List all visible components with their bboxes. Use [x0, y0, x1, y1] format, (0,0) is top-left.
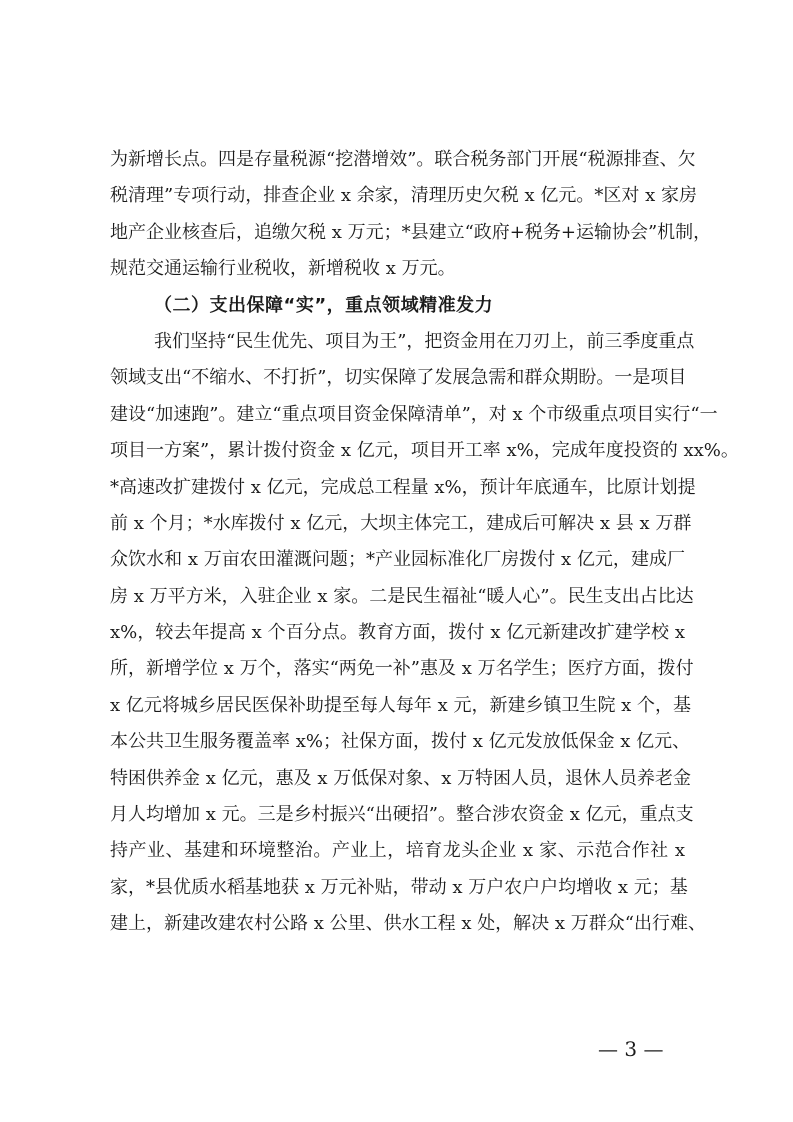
text-line: 项目一方案”，累计拨付资金 x 亿元，项目开工率 x%，完成年度投资的 xx%。: [110, 440, 739, 462]
text-line: x 亿元将城乡居民医保补助提至每人每年 x 元，新建乡镇卫生院 x 个，基: [110, 694, 692, 716]
text-line: 家，*县优质水稻基地获 x 万元补贴，带动 x 万户农户户均增收 x 元；基: [110, 876, 688, 898]
text-line: 建设“加速跑”。建立“重点项目资金保障清单”，对 x 个市级重点项目实行“一: [110, 403, 718, 425]
section-heading: （二）支出保障“实”，重点领域精准发力: [154, 294, 494, 316]
text-line: 月人均增加 x 元。三是乡村振兴“出硬招”。整合涉农资金 x 亿元，重点支: [110, 804, 694, 826]
text-line: 前 x 个月；*水库拨付 x 亿元，大坝主体完工，建成后可解决 x 县 x 万群: [110, 512, 692, 534]
text-line: 特困供养金 x 亿元，惠及 x 万低保对象、x 万特困人员，退休人员养老金: [110, 767, 692, 789]
text-line: 房 x 万平方米，入驻企业 x 家。二是民生福祉“暖人心”。民生支出占比达: [110, 585, 694, 607]
text-line: 所，新增学位 x 万个，落实“两免一补”惠及 x 万名学生；医疗方面，拨付: [110, 658, 694, 680]
text-line: x%，较去年提高 x 个百分点。教育方面，拨付 x 亿元新建改扩建学校 x: [110, 622, 685, 644]
page-number: — 3 —: [598, 1037, 664, 1061]
text-line: 持产业、基建和环境整治。产业上，培育龙头企业 x 家、示范合作社 x: [110, 840, 685, 862]
text-line: *高速改扩建拨付 x 亿元，完成总工程量 x%，预计年底通车，比原计划提: [110, 476, 696, 498]
text-line: 众饮水和 x 万亩农田灌溉问题；*产业园标准化厂房拨付 x 亿元，建成厂: [110, 549, 685, 571]
body-text: [110, 142, 739, 943]
text-line: 领域支出“不缩水、不打折”，切实保障了发展急需和群众期盼。一是项目: [110, 367, 687, 389]
text-line: 税清理”专项行动，排查企业 x 余家，清理历史欠税 x 亿元。*区对 x 家房: [110, 185, 697, 207]
text-line: 本公共卫生服务覆盖率 x%；社保方面，拨付 x 亿元发放低保金 x 亿元、: [110, 731, 691, 753]
text-line: 为新增长点。四是存量税源“挖潜增效”。联合税务部门开展“税源排查、欠: [110, 149, 696, 170]
text-line: 地产企业核查后，追缴欠税 x 万元；*县建立“政府+税务+运输协会”机制，: [110, 221, 712, 243]
text-line: 规范交通运输行业税收，新增税收 x 万元。: [110, 258, 456, 280]
text-line: 建上，新建改建农村公路 x 公里、供水工程 x 处，解决 x 万群众“出行难、: [110, 913, 706, 935]
text-line: 我们坚持“民生优先、项目为王”，把资金用在刀刃上，前三季度重点: [154, 330, 695, 352]
